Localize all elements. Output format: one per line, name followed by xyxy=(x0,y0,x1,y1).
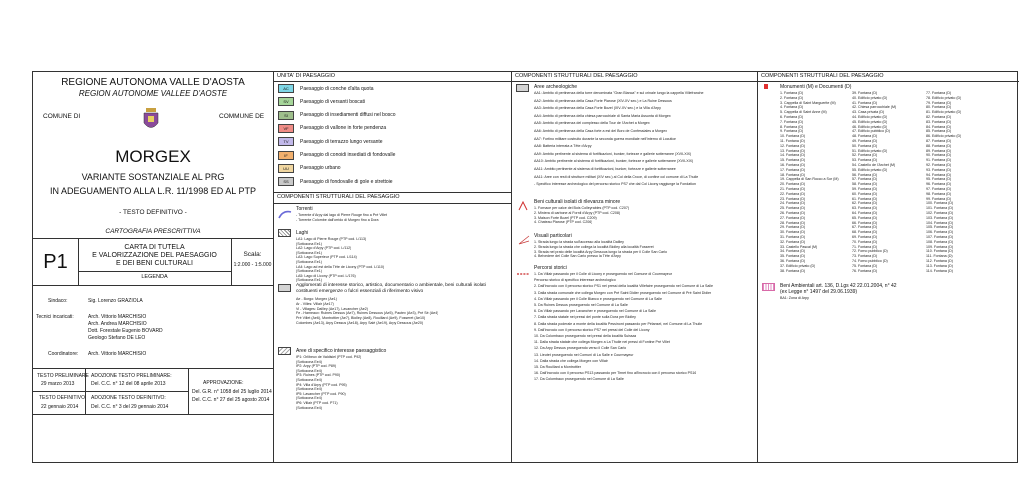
area-line: IP1: Orlibeux de Valdisiel (PTP cod. P92) xyxy=(296,355,362,359)
unit-swatch: TV xyxy=(278,137,294,146)
aree-swatch xyxy=(278,347,291,355)
tecnico-3: Dott. Forestale Eugenio BOVARD xyxy=(88,328,163,334)
sindaco-name: Sig. Lorenzo GRAZIOLA xyxy=(88,298,143,304)
monument-item: 94. Fontana (D) xyxy=(926,172,952,177)
monument-item: 40. Edificio privato (D) xyxy=(852,95,888,100)
monument-item: 62. Fontana (D) xyxy=(852,201,878,206)
structural-mid-column xyxy=(512,72,758,462)
torrenti-line-2: - Torrente Colombe dall'orrido di Morgex fino a Dora xyxy=(296,218,379,222)
area-line: (Sottozona Ee4) xyxy=(296,387,322,392)
monument-item: 55. Edificio privato (D) xyxy=(852,167,888,172)
monument-item: 79. Fontana (D) xyxy=(926,100,952,105)
unit-swatch: IF xyxy=(278,151,294,160)
def-adopt-label: ADOZIONE TESTO DEFINITIVO: xyxy=(91,395,166,401)
tecnico-2: Arch. Andrea MARCHISIO xyxy=(88,321,147,327)
percorso-line: Percorso storico di specifico interesse archeologico xyxy=(534,278,616,283)
area-line: (Sottozona Ee4) xyxy=(296,368,322,373)
region-name-fr: REGION AUTONOME VALLEE D'AOSTE xyxy=(78,89,228,98)
monument-item: 83. Fontana (D) xyxy=(926,119,952,124)
unit-label: Paesaggio di fondovalle di gole e strettoie xyxy=(300,178,393,185)
agglomerate-line: Colombes (Ae13), Arpy Dessus (Ae18), Arpy Salé (Ae19), Arpy Dessous (Ae20) xyxy=(296,321,424,325)
monument-item: 107. Fontana (D) xyxy=(926,235,954,239)
arch-line: AA9: Ambito pertinente al sistema di fortificazioni, bunker, fortezze e gallerie sotterranee (XVII-XIX) xyxy=(534,151,692,156)
tecnico-1: Arch. Vittorio MARCHISIO xyxy=(88,314,147,320)
torrenti-line-1: - Torrente d'Arpy dal lago di Pierre Rouge fino a Pré Villet xyxy=(296,213,388,217)
percorso-line: 3. Dalla strada comunale che collega Morgex con Pré Saint Didier proseguendo nel Comune di Pré Saint Didier xyxy=(534,290,712,295)
scale-label: Scala: xyxy=(243,251,262,258)
monument-item: 44. Edificio privato (D) xyxy=(852,115,888,119)
monument-item: 85. Fontana (D) xyxy=(926,129,952,134)
percorso-line: 4. Da Villair passando per il Colle Bianco e proseguendo nel Comune di La Salle xyxy=(534,296,662,301)
percorsi-symbol xyxy=(516,265,530,283)
monument-item: 30. Fontana (D) xyxy=(780,230,806,235)
beni-amb-item: BA1: Zona di Arpy xyxy=(780,296,809,300)
torrenti-label: Torrenti xyxy=(296,206,313,212)
agglomerate-line: Ae - Borgo: Morgex (Ae1) xyxy=(296,297,337,301)
monument-item: 39. Fontana (D) xyxy=(852,91,878,95)
monument-item: 25. Fontana (D) xyxy=(780,206,806,211)
monument-item: 35. Fontana (D) xyxy=(780,254,806,259)
monument-item: 46. Edificio privato (D) xyxy=(852,124,888,129)
monument-item: 68. Fontana (D) xyxy=(852,230,878,235)
agglomerate-line: Fe - Hameaux: Ruines Dessus (Ae7), Ruines Dessous (Ae5), Pautex (Ae3), Pré Sé (Ae4) xyxy=(296,311,439,316)
arch-label: Aree archeologiche xyxy=(534,84,578,90)
comune-di-label: COMUNE DI xyxy=(43,113,81,120)
monument-item: 100. Fontana (D) xyxy=(926,201,954,206)
arch-line: AA10: Ambito pertinente al sistema di fortificazioni, bunker, fortezze e gallerie sotterranee (XVII-XIX) xyxy=(534,159,694,164)
beni-line: 1. Fornace per calce dei Bois Colleyrables (PTP cod. C207) xyxy=(534,206,630,210)
percorso-line: 16. Dall'incrocio con il percorso PS13 passando per Tirnet fino all'incrocio con il percorso storico PS16 xyxy=(534,371,697,376)
monument-item: 63. Fontana (D) xyxy=(852,206,878,211)
commune-de-label: COMMUNE DE xyxy=(219,113,265,120)
percorso-line: 5. Da Ruines Dessus proseguendo nel Comune di La Salle xyxy=(534,303,628,307)
monument-item: 41. Fontana (D) xyxy=(852,100,878,105)
sindaco-label: Sindaco: xyxy=(48,298,68,304)
monument-item: 23. Fontana (D) xyxy=(780,196,806,201)
variant-line-2: IN ADEGUAMENTO ALLA L.R. 11/1998 ED AL PTP xyxy=(50,186,256,196)
structural-mid-header: COMPONENTI STRUTTURALI DEL PAESAGGIO xyxy=(512,72,757,82)
monument-item: 42. Chiesa parrocchiale (M) xyxy=(852,105,897,110)
coordinatore-label: Coordinatore: xyxy=(48,351,79,357)
monument-item: 86. Edificio privato (D) xyxy=(926,134,962,139)
monument-item: 70. Fontana (D) xyxy=(852,239,878,244)
monument-item: 103. Fontana (D) xyxy=(926,215,954,220)
unit-swatch: SI xyxy=(278,111,294,120)
agglomerati-swatch xyxy=(278,284,291,292)
monument-item: 9. Fontana (D) xyxy=(780,129,804,134)
monument-item: 50. Fontana (D) xyxy=(852,143,878,148)
visuali-line: 4. Belvedere del Colle San Carlo presso la Tête d'Arpy xyxy=(534,254,621,259)
percorso-line: 14. Dalla strada che collega Morgex con Villair xyxy=(534,358,608,363)
beni-line: 4. Chateau Plarose (PTP cod. C206) xyxy=(534,220,593,225)
monument-item: 5. Cappella di Saint Anne (M) xyxy=(780,110,827,115)
unit-label: Paesaggio di versanti boscati xyxy=(300,98,366,105)
beni-amb-label-2: (ex Legge n° 1497 del 29.06.1939) xyxy=(780,289,858,295)
monument-item: 48. Fontana (D) xyxy=(852,134,878,139)
monument-item: 109. Fontana (D) xyxy=(926,244,954,249)
percorso-line: 13. Lieutet proseguendo nei Comuni di La Salle e Courmayeur xyxy=(534,352,634,357)
monument-item: 98. Fontana (D) xyxy=(926,191,952,196)
visuali-symbol xyxy=(518,232,530,250)
monument-item: 52. Fontana (D) xyxy=(852,153,878,158)
monument-item: 97. Fontana (D) xyxy=(926,187,952,191)
beni-symbol xyxy=(518,198,528,216)
laghi-swatch xyxy=(278,229,291,237)
monument-item: 16. Fontana (D) xyxy=(780,163,806,167)
area-line: IP2: Arpy (PTP cod. P89) xyxy=(296,364,337,369)
agglomerati-label: Agglomerati di interesse storico, artistico, documentario o ambientale, beni culturali isolati costituenti emergenze o fulcri essenziali di riferimento visivo xyxy=(296,283,486,294)
monument-item: 27. Fontana (D) xyxy=(780,215,806,220)
monument-item: 20. Fontana (D) xyxy=(780,182,806,187)
area-line: IP6: Villair (PTP cod. P71) xyxy=(296,401,338,405)
monument-item: 91. Fontana (D) xyxy=(926,158,952,163)
lake-line: (Sottozona Ee1) xyxy=(296,269,322,274)
structural-right-header: COMPONENTI STRUTTURALI DEL PAESAGGIO xyxy=(758,72,1019,82)
percorso-line: 7. Dalla strada statale nei pressi del ponte sulla Dora per Biolley xyxy=(534,315,636,320)
monument-item: 92. Fontana (D) xyxy=(926,163,952,167)
prelim-adopt: Del. C.C. n° 12 del 08 aprile 2013 xyxy=(91,381,166,387)
arch-line: AA8: Batteria interrata a Tête d'Arpy xyxy=(534,144,592,149)
monument-item: 17. Fontana (D) xyxy=(780,167,806,172)
lake-line: LA2: Lago d'Arpy (PTP cod. L/112) xyxy=(296,246,352,251)
monument-item: 72. Forno pubblico (D) xyxy=(852,249,888,254)
monument-item: 93. Fontana (D) xyxy=(926,167,952,172)
monument-item: 96. Fontana (D) xyxy=(926,182,952,187)
structural-left-header: COMPONENTI STRUTTURALI DEL PAESAGGIO xyxy=(277,194,400,200)
monument-item: 21. Fontana (D) xyxy=(780,187,806,191)
lake-line: LA5: Lago di Licony (PTP cod. L/176) xyxy=(296,273,356,278)
monument-item: 10. Fontana (D) xyxy=(780,134,806,139)
monument-item: 81. Edificio privato (D) xyxy=(926,110,962,115)
monument-item: 101. Fontana (D) xyxy=(926,206,954,211)
monument-item: 102. Fontana (D) xyxy=(926,211,954,215)
monument-item: 1. Fontana (D) xyxy=(780,91,804,95)
unit-swatch: UU xyxy=(278,164,294,173)
monument-item: 95. Fontana (D) xyxy=(926,177,952,182)
monument-item: 73. Fontana (D) xyxy=(852,254,878,259)
monument-item: 53. Fontana (D) xyxy=(852,158,878,163)
beni-amb-label: Beni Ambientali art. 136, D.Lgs 42 22.01.2004, n° 42 xyxy=(780,283,897,289)
monument-item: 66. Fontana (D) xyxy=(852,220,878,225)
legend-label: LEGENDA xyxy=(141,274,168,280)
variant-line-1: VARIANTE SOSTANZIALE AL PRG xyxy=(81,172,225,182)
monument-item: 11. Fontana (D) xyxy=(780,139,805,143)
monument-item: 110. Fontana (D) xyxy=(926,249,953,254)
beni-line: 2. Miniera di carbone al Fornil d'Arpy (PTP cod. C208) xyxy=(534,210,621,215)
drawing-sheet xyxy=(32,71,1018,463)
laghi-label: Laghi xyxy=(296,230,309,236)
units-header: UNITA' DI PAESAGGIO xyxy=(274,72,511,82)
scale-value: 1:2.000 - 1:5.000 xyxy=(233,262,272,268)
monumenti-symbol xyxy=(764,84,768,89)
monument-item: 108. Fontana (D) xyxy=(926,239,954,244)
units-column xyxy=(274,72,512,462)
monumenti-label: Monumenti (M) e Documenti (D) xyxy=(780,84,852,90)
monument-item: 8. Fontana (D) xyxy=(780,124,804,129)
monument-item: 59. Fontana (D) xyxy=(852,187,878,191)
monument-item: 90. Fontana (D) xyxy=(926,153,952,158)
percorso-line: 8. Dalla strada poderale a monte della località Pessinont passando per Pélansel, nel Comune di La Thuile xyxy=(534,321,703,326)
monument-item: 87. Fontana (D) xyxy=(926,139,952,143)
town-name: MORGEX xyxy=(115,147,191,166)
area-line: (Sottozona Ee4) xyxy=(296,405,322,410)
monument-item: 113. Fontana (D) xyxy=(926,263,953,268)
monument-item: 2. Fontana (D) xyxy=(780,95,804,100)
visuali-label: Visuali particolari xyxy=(534,233,572,239)
monument-item: 37. Edificio privato (D) xyxy=(780,263,816,268)
agglomerate-line: Pré Villet (Ae6), Montrottier (Ae7), Biolley (Ae8), Rouillard (Ae9), Fosseret (Ae10) xyxy=(296,316,426,321)
monument-item: 45. Edificio privato (D) xyxy=(852,119,888,124)
unit-swatch: SS xyxy=(278,177,294,186)
monument-item: 71. Fontana (D) xyxy=(852,244,878,249)
def-label: TESTO DEFINITIVO xyxy=(39,395,86,401)
beni-amb-swatch xyxy=(762,283,775,291)
arch-swatch xyxy=(516,84,529,92)
lake-line: (Sottozona Ee1) xyxy=(296,241,322,246)
unit-swatch: AC xyxy=(278,84,294,93)
lake-line: LA1: Lago di Pierre Rouge (PTP cod. L/113) xyxy=(296,237,367,241)
def-date: 22 gennaio 2014 xyxy=(41,404,79,410)
approval-label: APPROVAZIONE: xyxy=(203,380,244,386)
beni-label: Beni culturali isolati di rilevanza minore xyxy=(534,199,621,205)
percorso-line: 10. Da Colombaux proseguendo nei pressi della località Suissaz xyxy=(534,334,637,338)
monument-item: 106. Fontana (D) xyxy=(926,230,954,235)
monument-item: 43. Casa privata (D) xyxy=(852,110,885,115)
definitive-text: - TESTO DEFINITIVO - xyxy=(119,209,187,216)
area-line: IP3: Ruines (PTP cod. P90) xyxy=(296,373,341,378)
monument-item: 32. Fontana (D) xyxy=(780,239,806,244)
monument-item: 80. Fontana (D) xyxy=(926,105,952,110)
percorso-line: 2. Dall'incrocio con il percorso storico PS1 nei pressi della località Villefaire proseguendo nel Comune di La Salle xyxy=(534,284,714,289)
monument-item: 6. Fontana (D) xyxy=(780,115,804,119)
monument-item: 60. Fontana (D) xyxy=(852,191,878,196)
arch-line: AA7: Fortino militare costruito durante la seconda guerra mondiale nell'interno di Locution xyxy=(534,136,677,141)
board-title-1: CARTA DI TUTELA xyxy=(124,244,185,251)
monument-item: 22. Fontana (D) xyxy=(780,191,806,196)
prelim-label: TESTO PRELIMINARE xyxy=(37,373,89,379)
monument-item: 78. Edificio privato (D) xyxy=(926,95,962,100)
visuali-line: 2. Strada lungo la strada che collega la località Biolley alla località Fosseret xyxy=(534,244,654,249)
unit-swatch: VF xyxy=(278,124,294,133)
unit-label: Paesaggio di conoidi insediati di fondovalle xyxy=(300,152,396,158)
monument-item: 19. Cappella di San Rocco a Sor (M) xyxy=(780,177,839,182)
approval-2: Del. C.C. n° 27 del 25 agosto 2014 xyxy=(192,397,270,403)
monument-item: 99. Fontana (D) xyxy=(926,196,952,201)
monument-item: 69. Fontana (D) xyxy=(852,235,878,239)
scale-box xyxy=(231,239,273,285)
monument-item: 49. Fontana (D) xyxy=(852,139,878,143)
monument-item: 75. Fontana (D) xyxy=(852,263,878,268)
aree-label: Aree di specifico interesse paesaggistico xyxy=(296,348,387,354)
lake-line: (Sottozona Ee1) xyxy=(296,250,322,255)
torrenti-symbol xyxy=(278,206,292,224)
board-title-2: E VALORIZZAZIONE DEL PAESAGGIO xyxy=(92,252,217,259)
arch-line: AA3: Ambito di pertinenza della Casa Forte Bozel (XIV-XV sec.) e la Villa d'Arpy xyxy=(534,106,661,111)
monument-item: 36. Fontana (D) xyxy=(780,259,806,263)
percorsi-label: Percorsi storici xyxy=(534,265,567,271)
agglomerate-line: Ar - Villes: Villair (Ae17) xyxy=(296,301,334,306)
monument-item: 89. Fontana (D) xyxy=(926,148,952,153)
monument-item: 58. Fontana (D) xyxy=(852,182,878,187)
unit-label: Paesaggio di vallone in forte pendenza xyxy=(300,125,387,132)
area-line: IP4: Villa d'Arpy (PTP cod. P95) xyxy=(296,382,347,387)
lake-line: LA3: Lago Superieur (PTP cod. L/114) xyxy=(296,255,357,260)
lake-line: (Sottozona Ee1) xyxy=(296,278,322,283)
arch-line: AA2: Ambito di pertinenza della Casa Forte Plarose (XIV-XV sec.) e La Ruine Dessous xyxy=(534,98,672,103)
arch-line: - Specifico interesse archeologico del percorso storico PS7 che dal Col Licony raggiunge la Fondation xyxy=(534,182,697,187)
def-adopt: Del. C.C. n° 3 del 29 gennaio 2014 xyxy=(91,404,169,410)
area-line: (Sottozona Ee4) xyxy=(296,396,322,401)
prelim-date: 29 marzo 2013 xyxy=(41,381,75,387)
arch-line: AA6: Ambito di pertinenza della Casa forte a est del Borc de Confessiales a Morgex xyxy=(534,129,668,133)
monument-item: 76. Fontana (D) xyxy=(852,268,878,273)
beni-line: 3. Maison Forte Bozel (PTP cod. C209) xyxy=(534,215,597,220)
monument-item: 28. Fontana (D) xyxy=(780,220,806,225)
monument-item: 34. Fontana (D) xyxy=(780,249,806,254)
approval-1: Del. G.R. n° 1058 del 25 luglio 2014 xyxy=(192,389,272,395)
monument-item: 104. Fontana (D) xyxy=(926,220,954,225)
monument-item: 26. Fontana (D) xyxy=(780,211,806,215)
monument-item: 84. Fontana (D) xyxy=(926,124,952,129)
monument-item: 74. Forno pubblico (D) xyxy=(852,259,888,263)
monument-item: 14. Fontana (D) xyxy=(780,153,806,158)
monument-item: 31. Fontana (D) xyxy=(780,235,806,239)
area-line: IP5: Lavancher (PTP cod. P90) xyxy=(296,391,346,396)
lake-line: LA4: Lago ad est della Tête de Licony (PTP cod. L/110) xyxy=(296,264,385,269)
arch-line: AA4: Ambito di pertinenza della chiesa parrocchiale di Santa Maria Assunta di Morgex xyxy=(534,113,671,118)
region-name-it: REGIONE AUTONOMA VALLE D'AOSTA xyxy=(61,77,245,88)
monument-item: 51. Edificio privato (D) xyxy=(852,148,888,153)
percorso-line: 11. Dalla strada statale che collega Morgex a La Thuile nei pressi di Fontine Pré Villet xyxy=(534,340,670,345)
monument-item: 54. Castello de l'Archet (M) xyxy=(852,163,896,167)
monument-item: 18. Fontana (D) xyxy=(780,172,806,177)
lake-line: (Sottozona Ee1) xyxy=(296,260,322,264)
monument-item: 13. Fontana (D) xyxy=(780,148,806,153)
percorso-line: 9. Dall'incrocio con il percorso storico PS7 nei pressi del Colle del Licony xyxy=(534,327,650,332)
coat-of-arms xyxy=(142,108,160,132)
percorso-line: 12. Da Arpy Dessus proseguendo verso il Colle San Carlo xyxy=(534,346,627,351)
monument-item: 82. Fontana (D) xyxy=(926,115,952,119)
structural-right-column xyxy=(758,72,1019,462)
prelim-adopt-label: ADOZIONE TESTO PRELIMINARE: xyxy=(91,373,172,379)
board-code: P1 xyxy=(33,239,79,285)
visuali-line: 1. Strada lungo la strada sull'accesso alla località Dailley xyxy=(534,240,624,244)
monument-item: 105. Fontana (D) xyxy=(926,225,954,230)
arch-line: AA11: Ambito pertinente al sistema di fortificazioni, bunker, fortezze e gallerie sotterranee xyxy=(534,167,676,171)
monument-item: 29. Fontana (D) xyxy=(780,225,806,230)
monument-item: 65. Fontana (D) xyxy=(852,215,878,220)
monument-item: 57. Fontana (D) xyxy=(852,177,878,182)
monument-item: 33. Castello Pascal (M) xyxy=(780,244,818,249)
percorso-line: 17. Da Colombaux proseguendo nel Comune di La Salle xyxy=(534,377,624,382)
unit-swatch: SV xyxy=(278,97,294,106)
area-line: (Sottozona Ee4) xyxy=(296,359,322,364)
monument-item: 24. Fontana (D) xyxy=(780,201,806,206)
monument-item: 15. Fontana (D) xyxy=(780,158,806,163)
area-line: (Sottozona Ee4) xyxy=(296,378,322,382)
agglomerate-line: Vi - Villages: Dailley (Ae17), Lavancher (Ae2) xyxy=(296,306,368,311)
monument-item: 64. Fontana (D) xyxy=(852,211,878,215)
arch-line: AA11: Aree con resti di strutture militari (XIV sec.) al Col della Croce, di confine col comune di La Thuile xyxy=(534,174,699,179)
coordinatore-name: Arch. Vittorio MARCHISIO xyxy=(88,351,147,357)
board-title-3: E DEI BENI CULTURALI xyxy=(116,260,193,267)
monument-item: 7. Fontana (D) xyxy=(780,119,804,124)
unit-label: Paesaggio di terrazzo lungo versante xyxy=(300,138,383,145)
monument-item: 61. Fontana (D) xyxy=(852,196,878,201)
title-block xyxy=(33,72,274,462)
monument-item: 38. Fontana (D) xyxy=(780,268,806,273)
monument-item: 67. Fontana (D) xyxy=(852,225,878,230)
unit-label: Paesaggio urbano xyxy=(300,165,341,172)
dates-table xyxy=(33,368,273,415)
monument-item: 77. Fontana (D) xyxy=(926,91,952,95)
monument-item: 47. Edificio pubblico (D) xyxy=(852,129,890,134)
monument-item: 111. Fontana (D) xyxy=(926,254,953,259)
monument-item: 4. Fontana (D) xyxy=(780,105,804,110)
monument-item: 88. Fontana (D) xyxy=(926,143,952,148)
percorso-line: 6. Da Villair passando per Lavancher e proseguendo nel Comune di La Salle xyxy=(534,309,657,314)
monument-item: 3. Cappella di Saint Marguerite (M) xyxy=(780,100,836,105)
arch-line: AA1: Ambito di pertinenza della torre denominata "Gran Bianca" e sul crinale lungo la cappella Villefranche xyxy=(534,91,704,95)
monument-item: 114. Fontana (D) xyxy=(926,268,953,273)
tecnico-4: Geologo Stefano DE LEO xyxy=(88,335,146,341)
unit-label: Paesaggio di conche d'alta quota xyxy=(300,85,374,92)
monument-item: 112. Fontana (D) xyxy=(926,259,953,263)
percorso-line: 1. Da Villair passando per il Colle di Licony e proseguendo nel Comune di Courmayeur xyxy=(534,272,672,276)
board-box xyxy=(33,238,273,286)
monument-item: 12. Fontana (D) xyxy=(780,143,806,148)
monument-item: 56. Fontana (D) xyxy=(852,172,878,177)
unit-label: Paesaggio di insediamenti diffusi nel bosco xyxy=(300,112,396,119)
arch-line: AA5: Ambito di pertinenza del complesso della Tour de l'Archet a Morgex xyxy=(534,121,650,126)
percorso-line: 15. Da Rouillard a Montrottier xyxy=(534,365,581,369)
cartography-type: CARTOGRAFIA PRESCRITTIVA xyxy=(105,228,201,235)
tecnici-label: Tecnici incaricati: xyxy=(36,314,74,320)
visuali-line: 3. Strada nel prato delle località Arpy Dessous lungo la strada per il Colle San Carlo xyxy=(534,249,668,254)
